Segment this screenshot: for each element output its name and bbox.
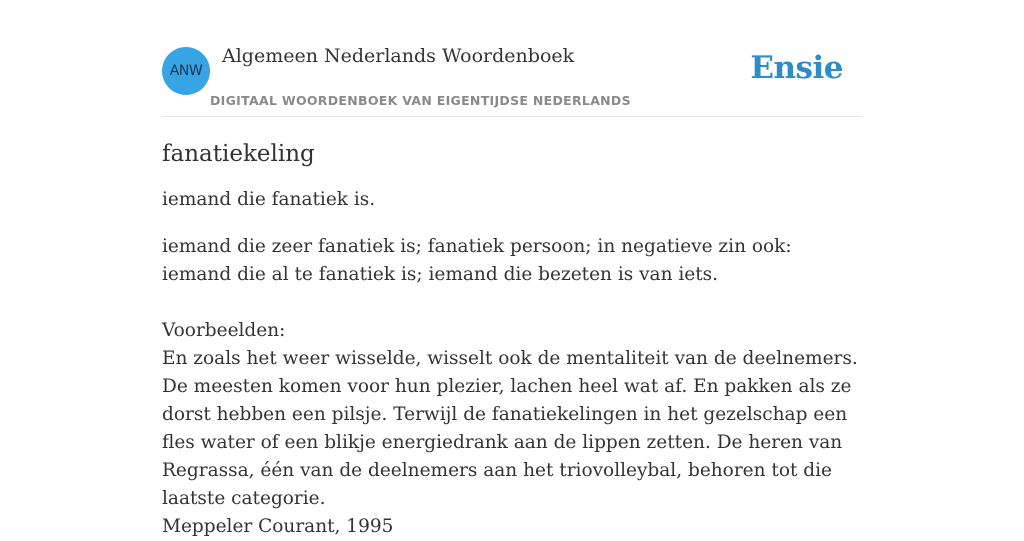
long-definition: iemand die zeer fanatiek is; fanatiek persoon; in negatieve zin ook: iemand die al te fanatiek is; iemand die bezeten is van iets. (162, 236, 792, 285)
logo-text: ANW (169, 63, 203, 79)
example-source: Meppeler Courant, 1995 (162, 516, 394, 537)
page-title: fanatiekeling (162, 141, 315, 167)
example-text: En zoals het weer wisselde, wisselt ook de mentaliteit van de deelnemers. De meesten komen voor hun plezier, lachen heel wat af. En pakken als ze dorst hebben een pilsje. Terwijl de fanatiekelingen in het gezelschap een fles water of een blikje energiedrank aan de lippen zetten. De heren van Regrassa, één van de deelnemers aan het triovolleybal, behoren tot die laatste categorie. (162, 348, 858, 509)
header (162, 0, 862, 117)
dictionary-title[interactable]: Algemeen Nederlands Woordenboek (222, 45, 575, 67)
dictionary-subtitle: DIGITAAL WOORDENBOEK VAN EIGENTIJDSE NEDERLANDS (210, 93, 631, 108)
entry-content (162, 136, 862, 541)
examples-label: Voorbeelden: (162, 320, 286, 341)
ensie-logo-link[interactable]: Ensie (750, 50, 843, 86)
anw-logo[interactable] (162, 47, 210, 95)
short-definition: iemand die fanatiek is. (162, 189, 376, 210)
examples-section (162, 317, 862, 541)
